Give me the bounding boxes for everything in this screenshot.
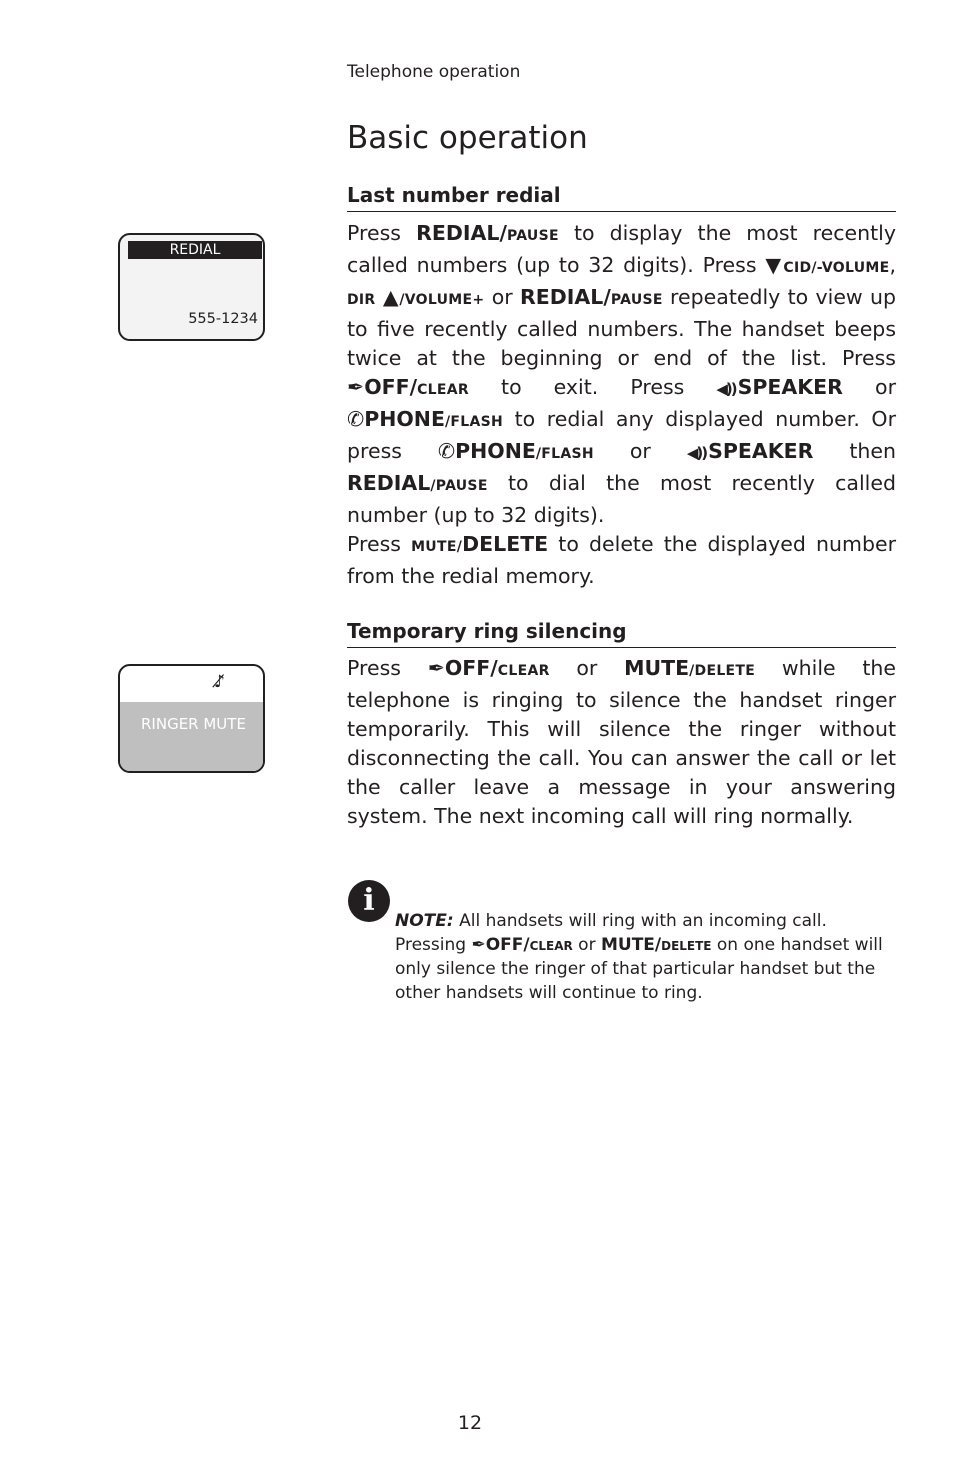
- note-text: NOTE: All handsets will ring with an incoming call. Pressing ✒OFF/CLEAR or MUTE/DELETE on one handset will only silence the ringer of that particular handset but the other handsets will continue to ring.: [395, 911, 883, 1003]
- speaker-icon: ◀)): [716, 380, 736, 398]
- page-number: 12: [457, 1412, 483, 1434]
- ringer-mute-screen: [118, 664, 265, 773]
- down-arrow-icon: ▼: [765, 253, 784, 277]
- redial-body: [347, 219, 896, 591]
- redial-screen-number: 555-1234: [188, 311, 258, 327]
- off-handset-icon: ✒: [471, 934, 486, 955]
- off-handset-icon: ✒: [427, 656, 445, 680]
- redial-screen-title: REDIAL: [128, 241, 262, 259]
- ringer-mute-label: RINGER MUTE: [141, 715, 246, 733]
- off-handset-icon: ✒: [347, 375, 365, 399]
- running-head: Telephone operation: [347, 62, 521, 82]
- ringer-mute-band: [120, 702, 263, 771]
- redial-heading: Last number redial: [347, 183, 896, 212]
- phone-handset-icon: ✆: [347, 407, 365, 431]
- up-arrow-icon: ▲: [382, 285, 400, 309]
- redial-screen: [118, 233, 265, 341]
- redial-paragraph: Press REDIAL/PAUSE to display the most recently called numbers (up to 32 digits). Press ▼CID/-VOLUME, DIR ▲/VOLUME+ or REDIAL/PAUSE repeatedly to view up to five recently called numbers. The handset beeps twice at the beginning or end of the list. Press ✒OFF/CLEAR to exit. Press ◀))SPEAKER or ✆PHONE/FLASH to redial any displayed number. Or press ✆PHONE/FLASH or ◀))SPEAKER then REDIAL/PAUSE to dial the most recently called number (up to 32 digits).: [347, 221, 896, 527]
- silencing-paragraph: Press ✒OFF/CLEAR or MUTE/DELETE while the telephone is ringing to silence the handset ringer temporarily. This will silence the ringer without disconnecting the call. You can answer the call or let the caller leave a message in your answering system. The next incoming call will ring normally.: [347, 656, 896, 828]
- phone-handset-icon: ✆: [437, 439, 456, 463]
- page-title: Basic operation: [347, 120, 588, 156]
- note-label: NOTE:: [395, 911, 454, 931]
- speaker-icon: ◀)): [686, 444, 707, 462]
- info-icon: i: [348, 880, 390, 922]
- ringer-mute-icon: ♪̸: [214, 672, 225, 692]
- silencing-body: [347, 654, 896, 831]
- silencing-heading: Temporary ring silencing: [347, 619, 896, 648]
- redial-delete-paragraph: Press MUTE/DELETE to delete the displayed number from the redial memory.: [347, 532, 896, 588]
